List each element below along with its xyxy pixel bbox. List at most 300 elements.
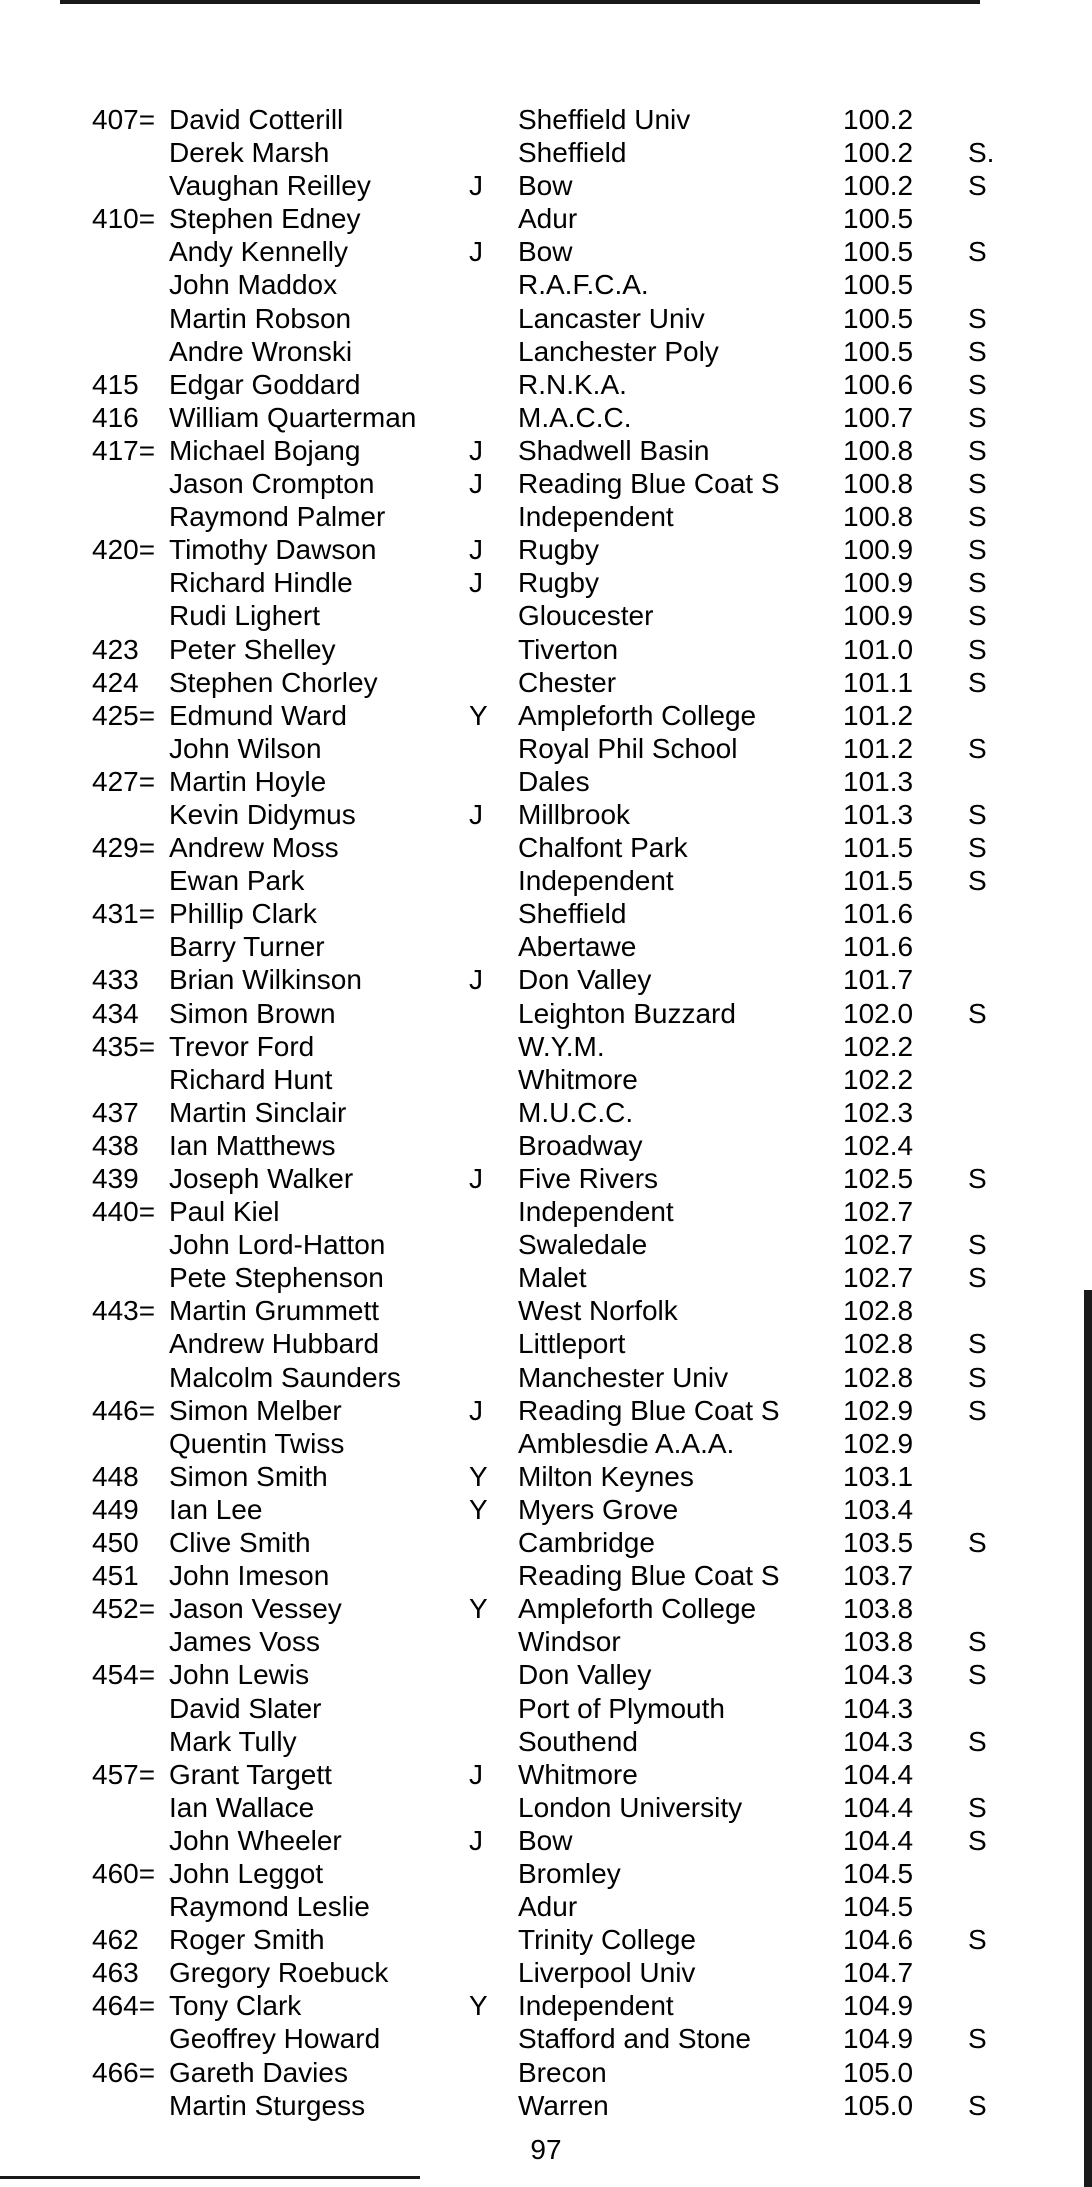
result-row [0, 963, 1092, 996]
finish-time: 103.8 [843, 1593, 914, 1625]
position-number: 437 [92, 1096, 139, 1128]
finish-time: 101.6 [843, 898, 914, 930]
status-flag: S [968, 865, 987, 897]
result-row [0, 401, 1092, 434]
position-number: 443= [92, 1295, 156, 1327]
result-row [0, 1361, 1092, 1394]
club-name: Manchester Univ [518, 1361, 729, 1393]
status-flag: S. [968, 137, 995, 169]
finish-time: 104.9 [843, 2023, 914, 2055]
finish-time: 102.8 [843, 1361, 914, 1393]
finish-time: 100.6 [843, 368, 914, 400]
status-flag: S [968, 1262, 987, 1294]
age-category: J [469, 798, 483, 830]
club-name: Amblesdie A.A.A. [518, 1427, 735, 1459]
club-name: Sheffield [518, 137, 627, 169]
status-flag: S [968, 567, 987, 599]
finish-time: 104.4 [843, 1824, 914, 1856]
athlete-name: Geoffrey Howard [169, 2023, 381, 2055]
club-name: Port of Plymouth [518, 1692, 725, 1724]
finish-time: 101.2 [843, 699, 914, 731]
result-row [0, 997, 1092, 1030]
result-row [0, 765, 1092, 798]
club-name: Warren [518, 2089, 609, 2121]
athlete-name: Martin Sinclair [169, 1096, 347, 1128]
status-flag: S [968, 1527, 987, 1559]
result-row [0, 335, 1092, 368]
result-row [0, 599, 1092, 632]
result-row [0, 1228, 1092, 1261]
position-number: 457= [92, 1758, 156, 1790]
result-row [0, 930, 1092, 963]
athlete-name: David Cotterill [169, 104, 344, 135]
result-row [0, 1625, 1092, 1658]
club-name: Windsor [518, 1626, 621, 1658]
result-row [0, 302, 1092, 335]
status-flag: S [968, 732, 987, 764]
age-category: Y [469, 1493, 488, 1525]
finish-time: 102.7 [843, 1262, 914, 1294]
club-name: Littleport [518, 1328, 626, 1360]
finish-time: 102.3 [843, 1096, 914, 1128]
age-category: J [469, 236, 483, 268]
result-row [0, 1791, 1092, 1824]
club-name: Stafford and Stone [518, 2023, 751, 2055]
athlete-name: Andy Kennelly [169, 236, 349, 268]
athlete-name: Martin Sturgess [169, 2089, 366, 2121]
athlete-name: Derek Marsh [169, 137, 330, 169]
finish-time: 100.7 [843, 401, 914, 433]
club-name: Abertawe [518, 931, 637, 963]
finish-time: 102.5 [843, 1163, 914, 1194]
athlete-name: Martin Hoyle [169, 765, 327, 797]
result-row [0, 1592, 1092, 1625]
position-number: 416 [92, 401, 139, 433]
result-row [0, 1294, 1092, 1327]
position-number: 438 [92, 1129, 139, 1161]
athlete-name: Timothy Dawson [169, 534, 377, 566]
result-row [0, 1460, 1092, 1493]
athlete-name: David Slater [169, 1692, 322, 1724]
finish-time: 102.8 [843, 1295, 914, 1327]
finish-time: 100.5 [843, 236, 914, 268]
club-name: M.A.C.C. [518, 401, 632, 433]
club-name: Adur [518, 1891, 578, 1923]
age-category: J [469, 434, 483, 466]
club-name: Independent [518, 865, 674, 897]
club-name: Ampleforth College [518, 699, 757, 731]
position-number: 439 [92, 1163, 139, 1194]
status-flag: S [968, 798, 987, 830]
result-row [0, 235, 1092, 268]
club-name: Whitmore [518, 1758, 638, 1790]
finish-time: 104.4 [843, 1791, 914, 1823]
age-category: J [469, 1394, 483, 1426]
club-name: Bow [518, 1824, 573, 1856]
result-row [0, 1526, 1092, 1559]
result-row [0, 1030, 1092, 1063]
age-category: J [469, 1758, 483, 1790]
club-name: Ampleforth College [518, 1593, 757, 1625]
age-category: J [469, 1824, 483, 1856]
club-name: Reading Blue Coat S [518, 1394, 780, 1426]
age-category: J [469, 468, 483, 500]
athlete-name: Barry Turner [169, 931, 325, 963]
athlete-name: Ian Lee [169, 1493, 263, 1525]
position-number: 446= [92, 1394, 156, 1426]
finish-time: 101.3 [843, 765, 914, 797]
status-flag: S [968, 302, 987, 334]
status-flag: S [968, 468, 987, 500]
finish-time: 101.7 [843, 964, 914, 996]
results-list [0, 103, 1092, 2122]
athlete-name: Martin Robson [169, 302, 352, 334]
finish-time: 102.2 [843, 1030, 914, 1062]
status-flag: S [968, 1229, 987, 1261]
position-number: 449 [92, 1493, 139, 1525]
result-row [0, 434, 1092, 467]
club-name: Milton Keynes [518, 1460, 694, 1492]
finish-time: 100.2 [843, 104, 914, 135]
club-name: Independent [518, 1990, 674, 2022]
club-name: Cambridge [518, 1527, 655, 1559]
status-flag: S [968, 997, 987, 1029]
athlete-name: Peter Shelley [169, 633, 336, 665]
finish-time: 101.6 [843, 931, 914, 963]
position-number: 435= [92, 1030, 156, 1062]
position-number: 420= [92, 534, 156, 566]
athlete-name: Joseph Walker [169, 1163, 354, 1194]
result-row [0, 1162, 1092, 1195]
result-row [0, 1327, 1092, 1360]
finish-time: 104.6 [843, 1924, 914, 1956]
club-name: Swaledale [518, 1229, 648, 1261]
finish-time: 100.2 [843, 137, 914, 169]
status-flag: S [968, 534, 987, 566]
athlete-name: Brian Wilkinson [169, 964, 362, 996]
club-name: Dales [518, 765, 590, 797]
result-row [0, 1129, 1092, 1162]
result-row [0, 1096, 1092, 1129]
position-number: 410= [92, 203, 156, 235]
finish-time: 102.8 [843, 1328, 914, 1360]
club-name: Chester [518, 666, 617, 698]
position-number: 427= [92, 765, 156, 797]
finish-time: 101.0 [843, 633, 914, 665]
status-flag: S [968, 633, 987, 665]
finish-time: 103.4 [843, 1493, 914, 1525]
finish-time: 104.9 [843, 1990, 914, 2022]
finish-time: 100.8 [843, 434, 914, 466]
position-number: 463 [92, 1957, 139, 1989]
position-number: 425= [92, 699, 156, 731]
club-name: Independent [518, 501, 674, 533]
athlete-name: Gregory Roebuck [169, 1957, 389, 1989]
result-row [0, 1857, 1092, 1890]
club-name: Adur [518, 203, 578, 235]
athlete-name: Andre Wronski [169, 335, 353, 367]
result-row [0, 268, 1092, 301]
finish-time: 105.0 [843, 2089, 914, 2121]
athlete-name: Trevor Ford [169, 1030, 315, 1062]
position-number: 451 [92, 1560, 139, 1592]
age-category: J [469, 170, 483, 202]
finish-time: 104.3 [843, 1659, 914, 1691]
status-flag: S [968, 501, 987, 533]
club-name: West Norfolk [518, 1295, 678, 1327]
athlete-name: Ewan Park [169, 865, 305, 897]
club-name: Trinity College [518, 1924, 696, 1956]
position-number: 433 [92, 964, 139, 996]
club-name: Chalfont Park [518, 832, 688, 864]
status-flag: S [968, 1361, 987, 1393]
finish-time: 100.9 [843, 600, 914, 632]
club-name: R.A.F.C.A. [518, 269, 649, 301]
club-name: Shadwell Basin [518, 434, 710, 466]
status-flag: S [968, 236, 987, 268]
club-name: Tiverton [518, 633, 619, 665]
result-row [0, 699, 1092, 732]
result-row [0, 202, 1092, 235]
club-name: Malet [518, 1262, 587, 1294]
athlete-name: Michael Bojang [169, 434, 361, 466]
result-row [0, 1063, 1092, 1096]
result-row [0, 467, 1092, 500]
club-name: Myers Grove [518, 1493, 679, 1525]
status-flag: S [968, 170, 987, 202]
club-name: Broadway [518, 1129, 643, 1161]
club-name: Don Valley [518, 1659, 652, 1691]
finish-time: 101.5 [843, 865, 914, 897]
status-flag: S [968, 368, 987, 400]
finish-time: 100.5 [843, 269, 914, 301]
finish-time: 103.1 [843, 1460, 914, 1492]
finish-time: 104.7 [843, 1957, 914, 1989]
finish-time: 100.5 [843, 203, 914, 235]
athlete-name: John Imeson [169, 1560, 330, 1592]
club-name: Independent [518, 1196, 674, 1228]
athlete-name: Raymond Palmer [169, 501, 386, 533]
status-flag: S [968, 1824, 987, 1856]
position-number: 417= [92, 434, 156, 466]
athlete-name: John Wilson [169, 732, 322, 764]
status-flag: S [968, 666, 987, 698]
status-flag: S [968, 1924, 987, 1956]
athlete-name: John Lord-Hatton [169, 1229, 386, 1261]
club-name: Liverpool Univ [518, 1957, 696, 1989]
age-category: J [469, 964, 483, 996]
club-name: Brecon [518, 2056, 607, 2088]
finish-time: 100.8 [843, 468, 914, 500]
finish-time: 104.5 [843, 1891, 914, 1923]
athlete-name: William Quarterman [169, 401, 417, 433]
athlete-name: Richard Hindle [169, 567, 353, 599]
club-name: London University [518, 1791, 743, 1823]
finish-time: 101.2 [843, 732, 914, 764]
result-row [0, 1956, 1092, 1989]
status-flag: S [968, 1626, 987, 1658]
athlete-name: Mark Tully [169, 1725, 297, 1757]
position-number: 434 [92, 997, 139, 1029]
result-row [0, 633, 1092, 666]
result-row [0, 2022, 1092, 2055]
age-category: J [469, 1163, 483, 1194]
age-category: Y [469, 1990, 488, 2022]
athlete-name: Ian Wallace [169, 1791, 315, 1823]
finish-time: 102.0 [843, 997, 914, 1029]
position-number: 431= [92, 898, 156, 930]
club-name: Bow [518, 236, 573, 268]
athlete-name: John Lewis [169, 1659, 310, 1691]
status-flag: S [968, 2089, 987, 2121]
result-row [0, 1261, 1092, 1294]
position-number: 415 [92, 368, 139, 400]
position-number: 429= [92, 832, 156, 864]
status-flag: S [968, 2023, 987, 2055]
result-row [0, 500, 1092, 533]
club-name: Whitmore [518, 1063, 638, 1095]
result-row [0, 1725, 1092, 1758]
club-name: W.Y.M. [518, 1030, 605, 1062]
status-flag: S [968, 335, 987, 367]
age-category: Y [469, 1460, 488, 1492]
finish-time: 104.4 [843, 1758, 914, 1790]
club-name: Rugby [518, 534, 599, 566]
club-name: R.N.K.A. [518, 368, 627, 400]
club-name: Bow [518, 170, 573, 202]
finish-time: 102.4 [843, 1129, 914, 1161]
club-name: Sheffield [518, 898, 627, 930]
club-name: M.U.C.C. [518, 1096, 634, 1128]
finish-time: 103.7 [843, 1560, 914, 1592]
result-row [0, 1758, 1092, 1791]
finish-time: 102.7 [843, 1196, 914, 1228]
result-row [0, 732, 1092, 765]
athlete-name: Vaughan Reilley [169, 170, 371, 202]
athlete-name: Pete Stephenson [169, 1262, 384, 1294]
club-name: Reading Blue Coat S [518, 468, 780, 500]
page-edge-top [60, 0, 980, 4]
athlete-name: Simon Smith [169, 1460, 328, 1492]
athlete-name: Raymond Leslie [169, 1891, 370, 1923]
finish-time: 100.8 [843, 501, 914, 533]
finish-time: 100.2 [843, 170, 914, 202]
club-name: Rugby [518, 567, 599, 599]
result-row [0, 533, 1092, 566]
result-row [0, 1427, 1092, 1460]
finish-time: 103.8 [843, 1626, 914, 1658]
athlete-name: Richard Hunt [169, 1063, 333, 1095]
athlete-name: Edmund Ward [169, 699, 347, 731]
athlete-name: Rudi Lighert [169, 600, 320, 632]
age-category: Y [469, 1593, 488, 1625]
finish-time: 101.5 [843, 832, 914, 864]
status-flag: S [968, 1725, 987, 1757]
athlete-name: Andrew Moss [169, 832, 339, 864]
result-row [0, 1890, 1092, 1923]
athlete-name: Jason Vessey [169, 1593, 342, 1625]
finish-time: 102.9 [843, 1427, 914, 1459]
athlete-name: John Maddox [169, 269, 338, 301]
position-number: 464= [92, 1990, 156, 2022]
athlete-name: Grant Targett [169, 1758, 332, 1790]
finish-time: 104.3 [843, 1692, 914, 1724]
athlete-name: Jason Crompton [169, 468, 375, 500]
position-number: 454= [92, 1659, 156, 1691]
result-row [0, 831, 1092, 864]
club-name: Bromley [518, 1857, 621, 1889]
status-flag: S [968, 1659, 987, 1691]
athlete-name: Quentin Twiss [169, 1427, 345, 1459]
athlete-name: Stephen Chorley [169, 666, 378, 698]
status-flag: S [968, 401, 987, 433]
finish-time: 103.5 [843, 1527, 914, 1559]
result-row [0, 1923, 1092, 1956]
page-edge-bottom [0, 2176, 420, 2179]
club-name: Sheffield Univ [518, 104, 691, 135]
athlete-name: Edgar Goddard [169, 368, 361, 400]
status-flag: S [968, 1791, 987, 1823]
position-number: 424 [92, 666, 139, 698]
age-category: J [469, 534, 483, 566]
result-row [0, 169, 1092, 202]
athlete-name: Andrew Hubbard [169, 1328, 380, 1360]
position-number: 462 [92, 1924, 139, 1956]
result-row [0, 2056, 1092, 2089]
result-row [0, 897, 1092, 930]
position-number: 460= [92, 1857, 156, 1889]
position-number: 423 [92, 633, 139, 665]
result-row [0, 1824, 1092, 1857]
position-number: 448 [92, 1460, 139, 1492]
result-row [0, 798, 1092, 831]
club-name: Gloucester [518, 600, 654, 632]
club-name: Southend [518, 1725, 638, 1757]
finish-time: 104.5 [843, 1857, 914, 1889]
result-row [0, 1559, 1092, 1592]
finish-time: 100.9 [843, 534, 914, 566]
finish-time: 102.9 [843, 1394, 914, 1426]
result-row [0, 1394, 1092, 1427]
position-number: 452= [92, 1593, 156, 1625]
result-row [0, 2089, 1092, 2122]
status-flag: S [968, 600, 987, 632]
athlete-name: John Wheeler [169, 1824, 342, 1856]
result-row [0, 666, 1092, 699]
result-row [0, 103, 1092, 136]
result-row [0, 1658, 1092, 1691]
result-row [0, 1493, 1092, 1526]
athlete-name: Roger Smith [169, 1924, 325, 1956]
athlete-name: Phillip Clark [169, 898, 317, 930]
status-flag: S [968, 832, 987, 864]
athlete-name: Malcolm Saunders [169, 1361, 401, 1393]
athlete-name: Simon Brown [169, 997, 336, 1029]
finish-time: 100.5 [843, 302, 914, 334]
status-flag: S [968, 1394, 987, 1426]
athlete-name: James Voss [169, 1626, 320, 1658]
club-name: Don Valley [518, 964, 652, 996]
athlete-name: Paul Kiel [169, 1196, 280, 1228]
finish-time: 101.1 [843, 666, 914, 698]
result-row [0, 1989, 1092, 2022]
result-row [0, 368, 1092, 401]
club-name: Five Rivers [518, 1163, 659, 1194]
finish-time: 100.5 [843, 335, 914, 367]
finish-time: 102.2 [843, 1063, 914, 1095]
club-name: Reading Blue Coat S [518, 1560, 780, 1592]
position-number: 466= [92, 2056, 156, 2088]
